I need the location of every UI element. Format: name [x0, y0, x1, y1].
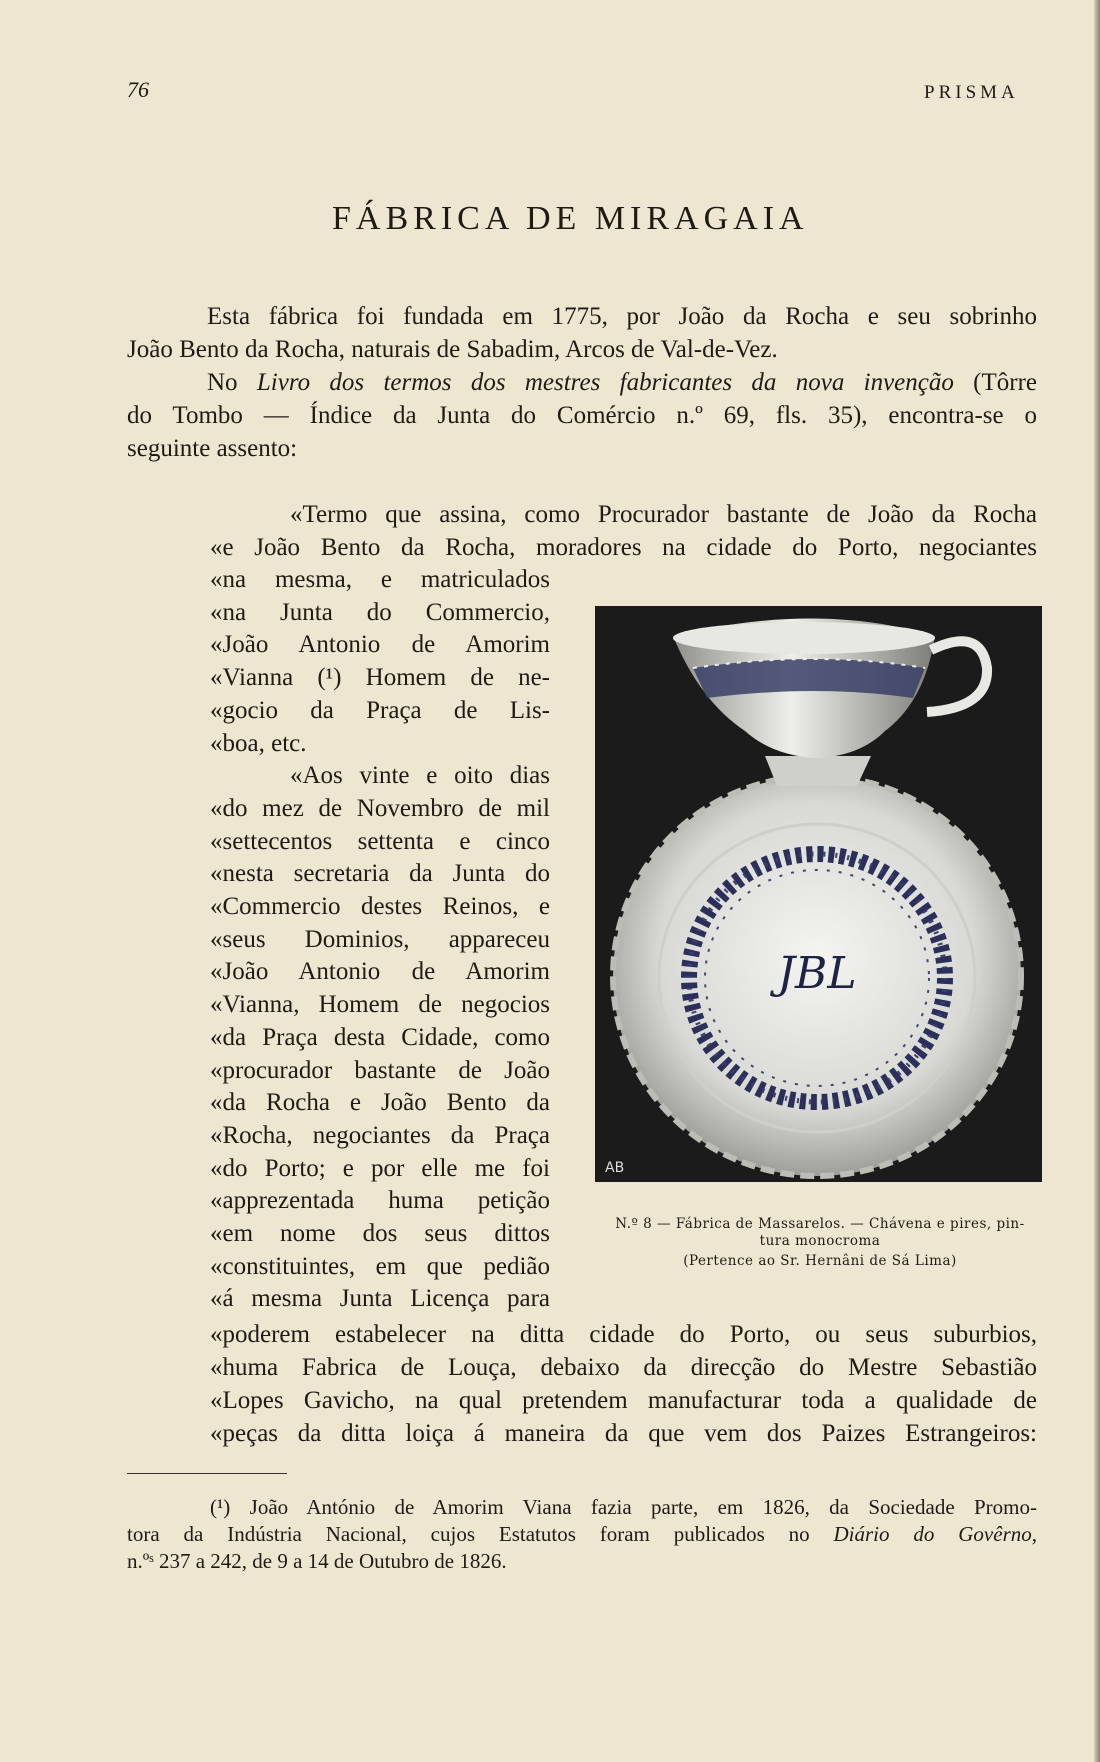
photo-signature: AB	[605, 1160, 625, 1176]
intro-line-5: seguinte assento:	[127, 435, 298, 462]
quote-wide-top	[210, 498, 1037, 564]
quote-line: «á mesma Junta Licença para	[210, 1285, 550, 1313]
caption-line-3: (Pertence ao Sr. Hernâni de Sá Lima)	[683, 1253, 957, 1269]
page-number: 76	[127, 77, 149, 102]
intro-line-1: Esta fábrica foi fundada em 1775, por João da Rocha e seu sobrinho	[207, 303, 1037, 330]
quote-line: «na mesma, e matriculados	[210, 566, 550, 593]
quote-line: «Rocha, negociantes da Praça	[210, 1121, 550, 1149]
intro-line-3: No Livro dos termos dos mestres fabricantes da nova invenção (Tôrre	[207, 369, 1038, 396]
quote-line: «João Antonio de Amorim	[210, 958, 550, 986]
quote-line: «nesta secretaria da Junta do	[210, 860, 550, 888]
quote-line: «Vianna, Homem de negocios	[210, 991, 550, 1019]
quote-line: «Commercio destes Reinos, e	[210, 893, 550, 921]
monogram: JBL	[777, 948, 857, 999]
quote-line: «da Praça desta Cidade, como	[210, 1023, 550, 1051]
quote-line: «gocio da Praça de Lis-	[210, 696, 550, 724]
running-header: PRISMA	[924, 82, 1019, 103]
quote-line: «Vianna (¹) Homem de ne-	[210, 664, 550, 692]
quote-line: «boa, etc.	[210, 729, 307, 757]
quote-line: «seus Dominios, appareceu	[210, 925, 550, 953]
teacup-photo	[595, 606, 1042, 1182]
quote-line: «em nome dos seus dittos	[210, 1220, 550, 1248]
quote-line: «do Porto; e por elle me foi	[210, 1154, 550, 1182]
footnote	[127, 1494, 1037, 1575]
intro-paragraph	[127, 300, 1037, 465]
quote-line: «Aos vinte e oito dias	[290, 762, 550, 790]
quote-line: «João Antonio de Amorim	[210, 631, 550, 659]
intro-line-4: do Tombo — Índice da Junta do Comércio n.º 69, fls. 35), encontra-se o	[127, 402, 1037, 429]
quote-line: «poderem estabelecer na ditta cidade do Porto, ou seus suburbios,	[210, 1321, 1037, 1348]
article-title: FÁBRICA DE MIRAGAIA	[332, 200, 809, 237]
quote-line: «huma Fabrica de Louça, debaixo da direcção do Mestre Sebastião	[210, 1354, 1037, 1381]
quote-line: «peças da ditta loiça á maneira da que vem dos Paizes Estrangeiros:	[210, 1420, 1037, 1447]
quote-line: «e João Bento da Rocha, moradores na cidade do Porto, negociantes	[210, 534, 1037, 561]
quote-line: «settecentos settenta e cinco	[210, 827, 550, 855]
quote-line: «na Junta do Commercio,	[210, 598, 550, 626]
footnote-line-3: n.ºˢ 237 a 242, de 9 a 14 de Outubro de 1826.	[127, 1549, 507, 1573]
quote-narrow-column	[210, 564, 550, 1316]
quote-line: «apprezentada huma petição	[210, 1187, 550, 1215]
quote-wide-bottom	[210, 1318, 1037, 1450]
footnote-divider	[127, 1473, 287, 1474]
footnote-line-2: tora da Indústria Nacional, cujos Estatutos foram publicados no Diário do Govêrno,	[127, 1522, 1037, 1546]
photo-caption	[590, 1216, 1050, 1270]
quote-line: «constituintes, em que pedião	[210, 1252, 550, 1280]
quote-line: «do mez de Novembro de mil	[210, 794, 550, 822]
quote-line: «da Rocha e João Bento da	[210, 1089, 550, 1117]
quote-line: «Termo que assina, como Procurador bastante de João da Rocha	[290, 501, 1037, 528]
quote-line: «procurador bastante de João	[210, 1056, 550, 1084]
page-edge	[1094, 0, 1100, 1762]
footnote-line-1: (¹) João António de Amorim Viana fazia parte, em 1826, da Sociedade Promo-	[210, 1495, 1037, 1519]
intro-line-2: João Bento da Rocha, naturais de Sabadim, Arcos de Val-de-Vez.	[127, 336, 778, 363]
footnote-marker: (¹)	[210, 1495, 231, 1519]
quote-line: «Lopes Gavicho, na qual pretendem manufacturar toda a qualidade de	[210, 1387, 1037, 1414]
caption-line-2: tura monocroma	[759, 1233, 881, 1249]
caption-line-1: N.º 8 — Fábrica de Massarelos. — Chávena e pires, pin-	[615, 1216, 1025, 1232]
